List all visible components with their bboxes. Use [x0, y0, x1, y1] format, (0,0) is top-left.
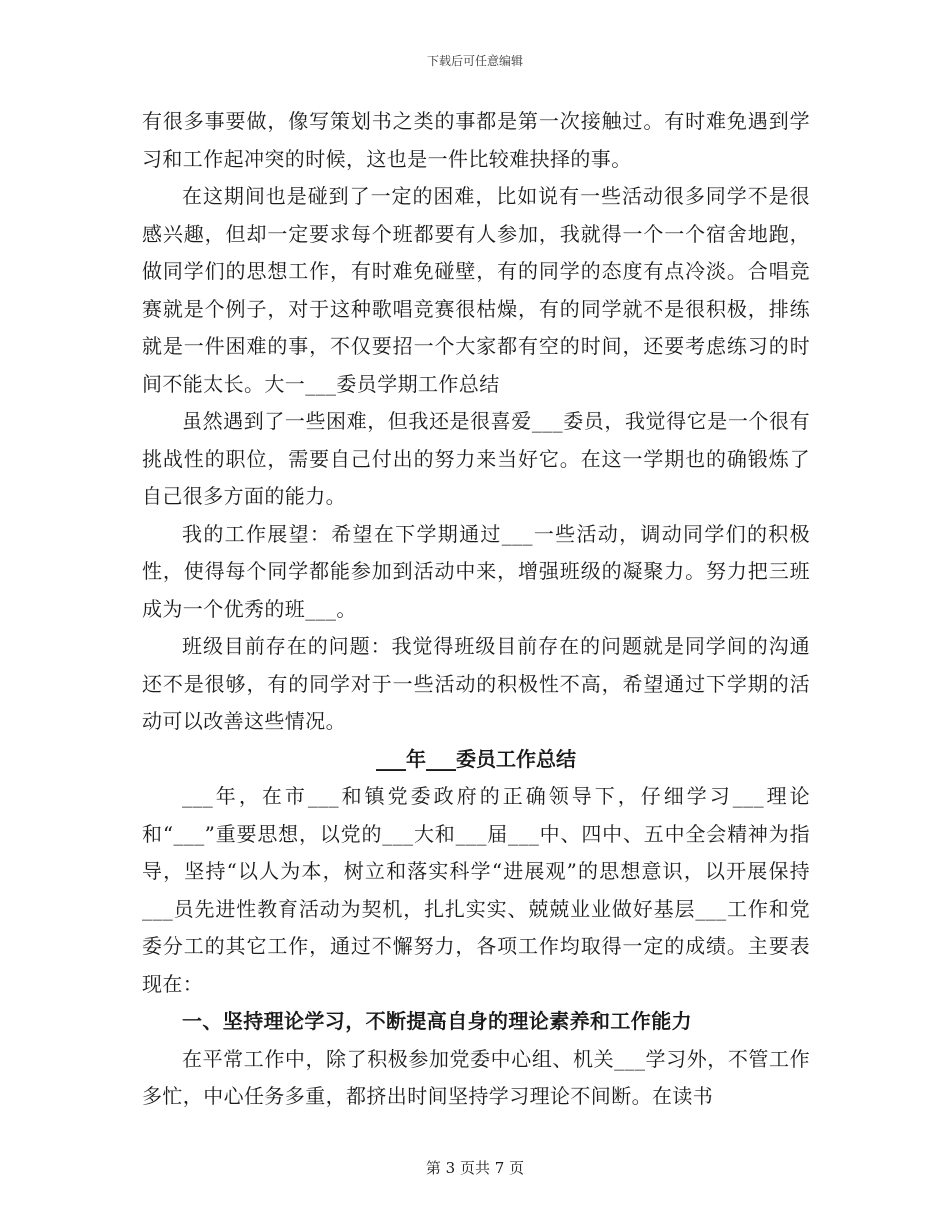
section-title: ___年___委员工作总结 — [376, 746, 576, 771]
paragraph-reflection: 虽然遇到了一些困难，但我还是很喜爱___委员，我觉得它是一个很有挑战性的职位，需要自己付出的努力来当好它。在这一学期也的确锻炼了自己很多方面的能力。 — [142, 409, 810, 508]
section-heading-1: 一、坚持理论学习，不断提高自身的理论素养和工作能力 — [182, 1009, 692, 1033]
page-header: 下载后可任意编辑 — [426, 54, 523, 68]
document-body — [142, 103, 810, 1116]
paragraph-problems: 班级目前存在的问题：我觉得班级目前存在的问题就是同学间的沟通还不是很够，有的同学对于一些活动的积极性不高，希望通过下学期的活动可以改善这些情况。 — [142, 634, 810, 733]
paragraph-study: 在平常工作中，除了积极参加党委中心组、机关___学习外，不管工作多忙，中心任务多重，都挤出时间坚持学习理论不间断。在读书 — [142, 1046, 810, 1108]
paragraph-continued: 有很多事要做，像写策划书之类的事都是第一次接触过。有时难免遇到学习和工作起冲突的时候，这也是一件比较难抉择的事。 — [142, 109, 810, 171]
paragraph-outlook: 我的工作展望：希望在下学期通过___一些活动，调动同学们的积极性，使得每个同学都能参加到活动中来，增强班级的凝聚力。努力把三班成为一个优秀的班___。 — [142, 521, 810, 621]
page-footer: 第 3 页共 7 页 — [425, 1159, 525, 1177]
paragraph-difficulties: 在这期间也是碰到了一定的困难，比如说有一些活动很多同学不是很感兴趣，但却一定要求每个班都要有人参加，我就得一个一个宿舍地跑，做同学们的思想工作，有时难免碰壁，有的同学的态度有点冷淡。合唱竞赛就是个例子，对于这种歌唱竞赛很枯燥，有的同学就不是很积极，排练就是一件困难的事，不仅要招一个大家都有空的时间，还要考虑练习的时间不能太长。大一___委员学期工作总结 — [142, 184, 810, 396]
paragraph-intro: ___年，在市___和镇党委政府的正确领导下，仔细学习___理论和“___”重要思想，以党的___大和___届___中、四中、五中全会精神为指导，坚持“以人为本，树立和落实科学“进展观”的思想意识，以开展保持___员先进性教育活动为契机，扎扎实实、兢兢业业做好基层___工作和党委分工的其它工作，通过不懈努力，各项工作均取得一定的成绩。主要表现在： — [142, 784, 810, 996]
